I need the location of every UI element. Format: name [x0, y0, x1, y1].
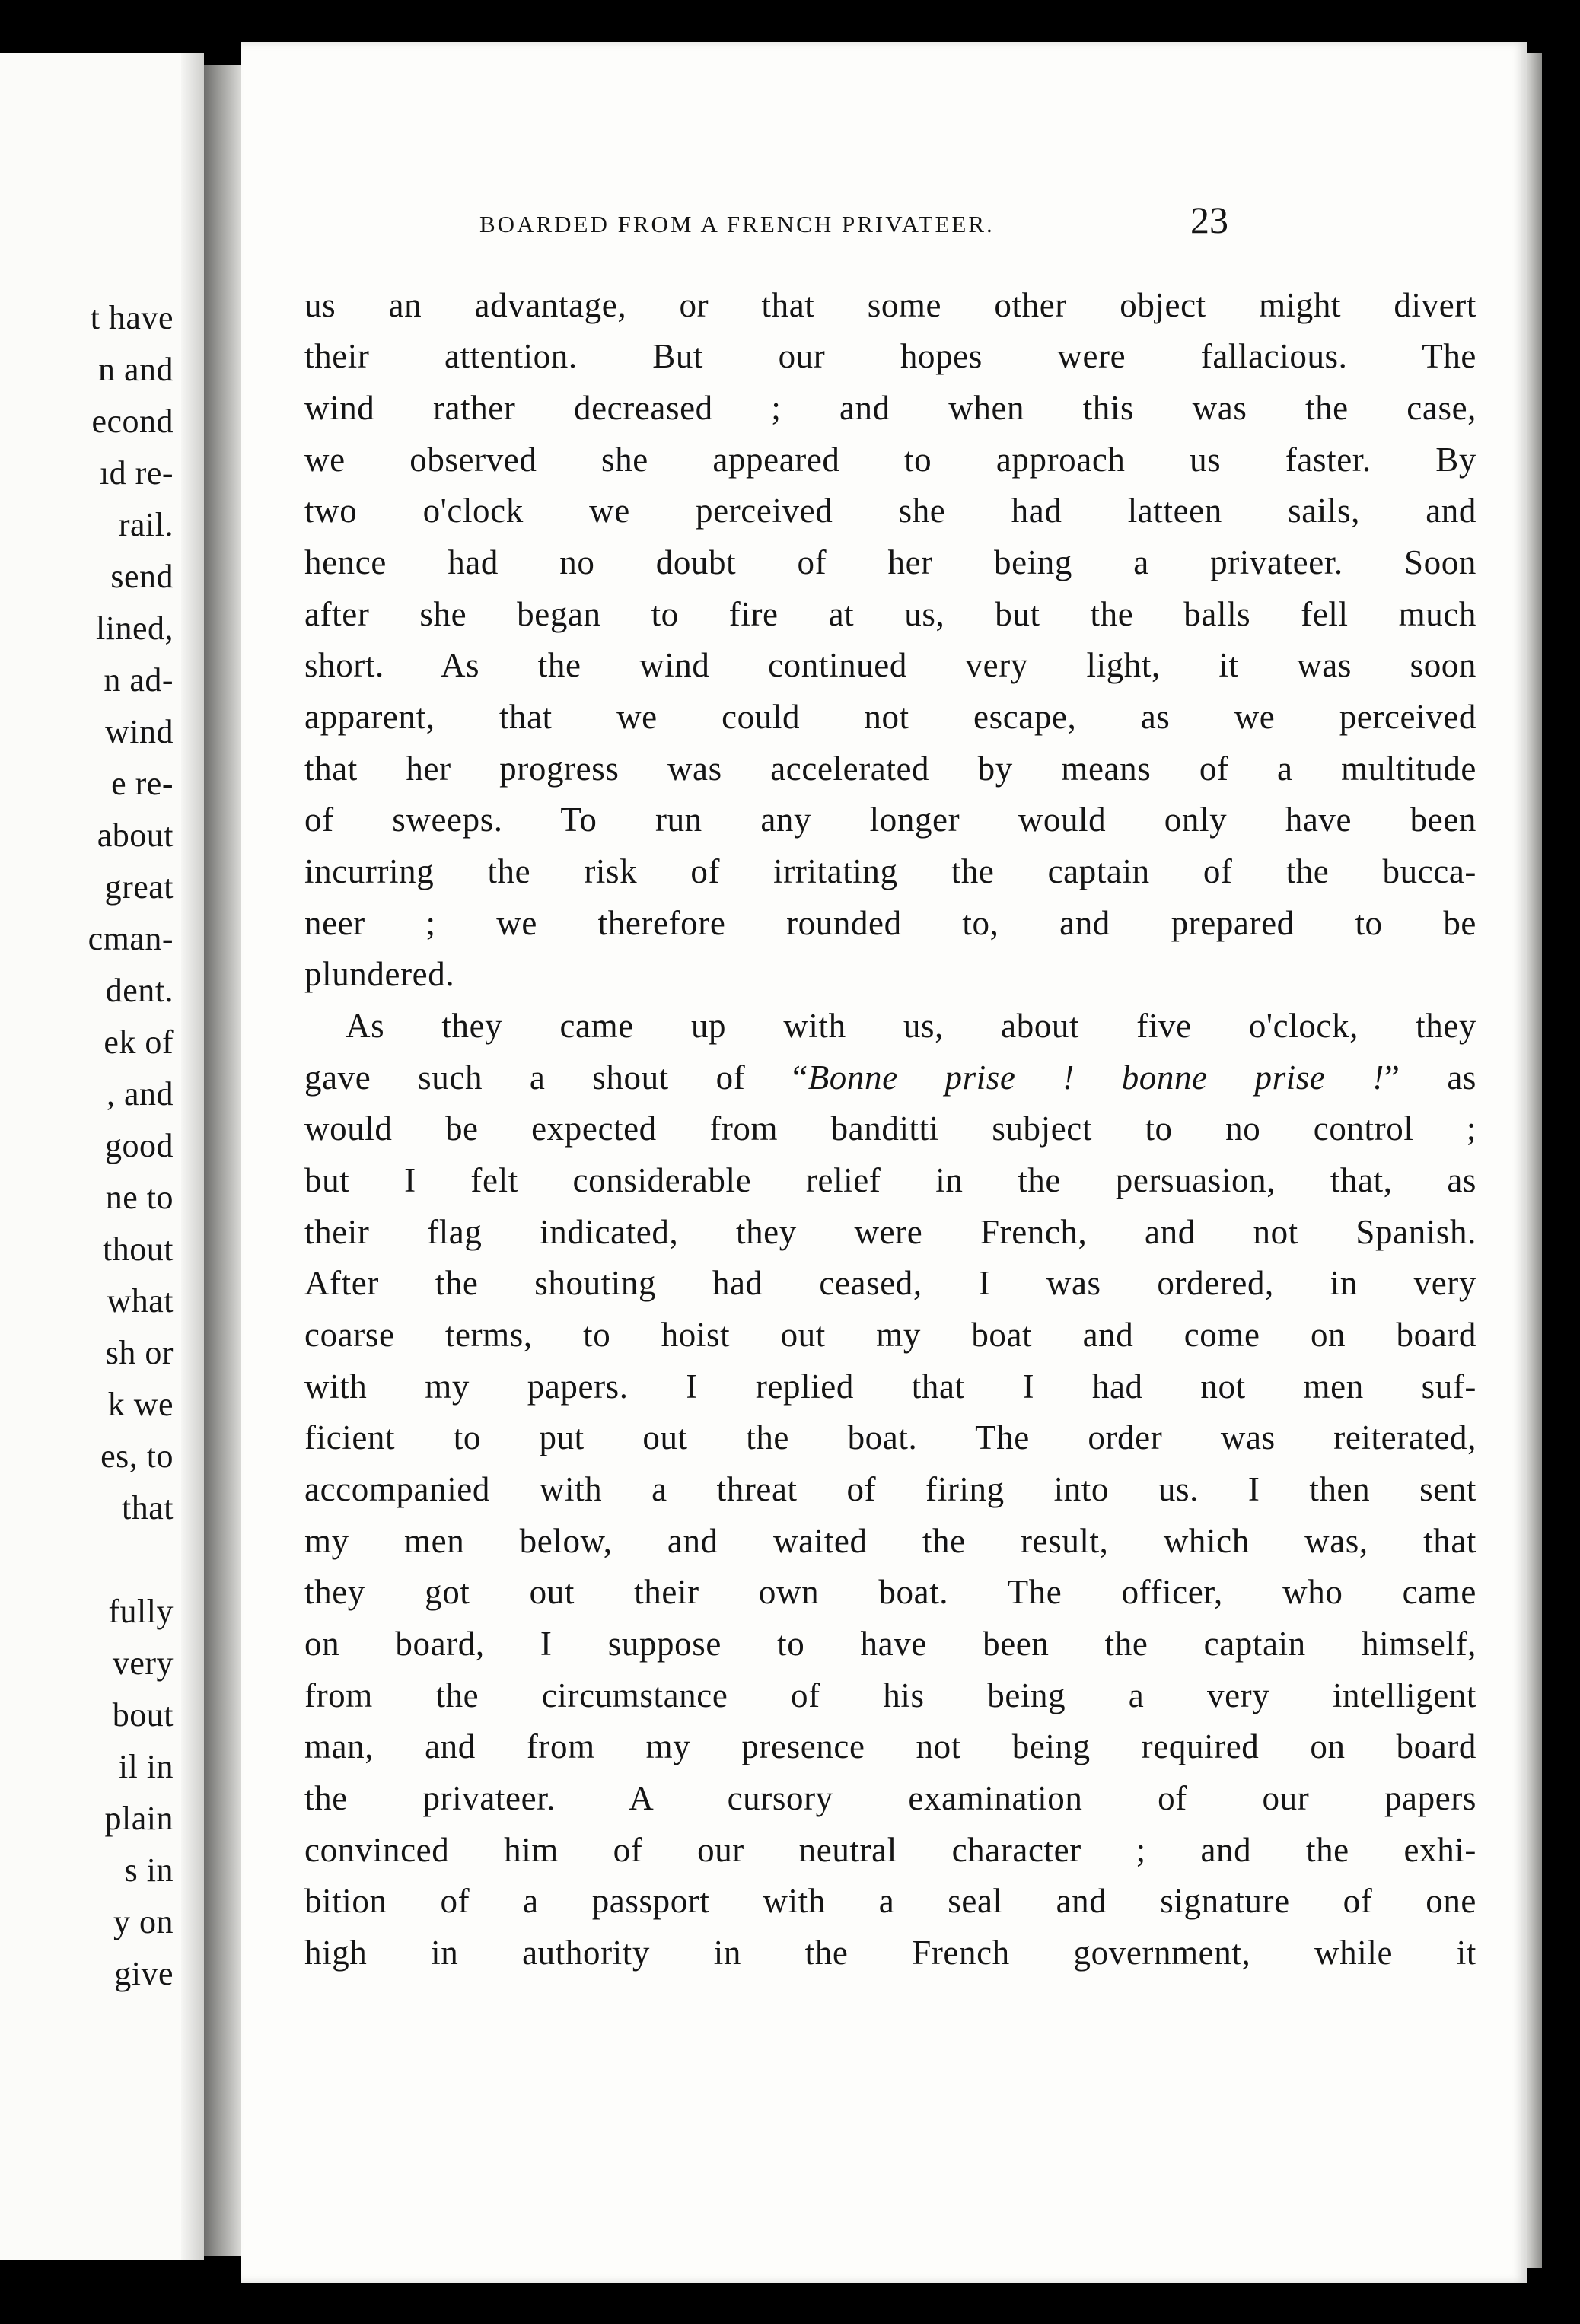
left-fragment: cman-	[88, 920, 174, 957]
left-fragment: great	[104, 868, 174, 906]
left-fragment: bout	[112, 1696, 174, 1733]
text-line: we observed she appeared to approach us faster. By	[304, 441, 1476, 479]
text-line: wind rather decreased ; and when this was the case,	[304, 389, 1476, 427]
text-line: but I felt considerable relief in the persuasion, that, as	[304, 1161, 1476, 1199]
left-fragment: n ad-	[104, 661, 174, 699]
text-line: incurring the risk of irritating the captain of the bucca-	[304, 852, 1476, 890]
text-line: hence had no doubt of her being a privateer. Soon	[304, 543, 1476, 581]
left-fragment: il in	[118, 1748, 174, 1785]
text-line: neer ; we therefore rounded to, and prepared to be	[304, 904, 1476, 942]
page-right	[241, 42, 1527, 2283]
left-fragment: sh or	[105, 1334, 174, 1371]
text-line: two o'clock we perceived she had latteen sails, and	[304, 492, 1476, 530]
text-line: plundered.	[304, 955, 455, 993]
left-fragment: good	[105, 1127, 174, 1164]
text-span: as	[1447, 1059, 1477, 1097]
left-fragment: econd	[91, 403, 174, 440]
left-fragment: es, to	[100, 1437, 174, 1475]
text-line: they got out their own boat. The officer, who came	[304, 1573, 1476, 1611]
left-fragment: thout	[103, 1230, 174, 1268]
left-fragment: send	[110, 558, 174, 595]
left-fragment: wind	[105, 713, 174, 750]
text-line: my men below, and waited the result, which was, that	[304, 1522, 1476, 1560]
text-line-paragraph-start: As they came up with us, about five o'clock, they	[346, 1007, 1476, 1045]
text-line: us an advantage, or that some other object might divert	[304, 286, 1476, 324]
text-line: high in authority in the French government, while it	[304, 1934, 1476, 1972]
left-fragment: fully	[108, 1593, 174, 1630]
left-fragment: ne to	[105, 1179, 174, 1216]
text-line: their flag indicated, they were French, and not Spanish.	[304, 1213, 1476, 1251]
left-fragment: rail.	[118, 506, 174, 543]
left-page-gutter-shadow	[181, 53, 204, 2260]
text-line: from the circumstance of his being a very intelligent	[304, 1676, 1476, 1714]
left-fragment: e re-	[111, 765, 174, 802]
text-line: on board, I suppose to have been the captain himself,	[304, 1625, 1476, 1663]
left-fragment: what	[107, 1282, 174, 1320]
quote-close: ”	[1384, 1059, 1400, 1097]
text-line: bition of a passport with a seal and signature of one	[304, 1882, 1476, 1920]
text-line: of sweeps. To run any longer would only have been	[304, 801, 1476, 839]
left-fragment: t have	[90, 299, 174, 336]
text-line: with my papers. I replied that I had not men suf-	[304, 1367, 1476, 1406]
left-fragment: that	[122, 1489, 174, 1527]
text-line: their attention. But our hopes were fallacious. The	[304, 337, 1476, 375]
text-line: ficient to put out the boat. The order was reiterated,	[304, 1418, 1476, 1456]
text-line: man, and from my presence not being required on board	[304, 1727, 1476, 1765]
text-line: convinced him of our neutral character ; and the exhi-	[304, 1831, 1476, 1869]
text-line: accompanied with a threat of firing into us. I then sent	[304, 1470, 1476, 1508]
text-line: would be expected from banditti subject to no control ;	[304, 1109, 1476, 1148]
italic-quotation: Bonne prise ! bonne prise !	[808, 1059, 1384, 1097]
left-fragment: k we	[107, 1386, 174, 1423]
left-fragment: lined,	[96, 610, 174, 647]
page-edge-right	[1527, 53, 1542, 2268]
left-fragment: y on	[113, 1903, 174, 1940]
text-line: coarse terms, to hoist out my boat and come on board	[304, 1316, 1476, 1354]
left-fragment: ıd re-	[99, 454, 174, 492]
text-line: After the shouting had ceased, I was ordered, in very	[304, 1264, 1476, 1302]
text-line: the privateer. A cursory examination of our papers	[304, 1779, 1476, 1817]
left-fragment: dent.	[105, 972, 174, 1009]
text-line: short. As the wind continued very light, it was soon	[304, 646, 1476, 684]
left-fragment: about	[97, 817, 174, 854]
left-fragment: give	[114, 1955, 174, 1992]
quote-open: “	[792, 1059, 808, 1097]
text-line-mixed	[304, 1058, 1476, 1097]
text-line: after she began to fire at us, but the balls fell much	[304, 595, 1476, 633]
left-fragment: plain	[104, 1800, 174, 1837]
book-spine-gutter	[204, 65, 241, 2256]
left-fragment: , and	[106, 1075, 174, 1113]
left-fragment: n and	[97, 351, 174, 388]
text-line: that her progress was accelerated by means of a multitude	[304, 750, 1476, 788]
text-line: apparent, that we could not escape, as we perceived	[304, 698, 1476, 736]
text-span: gave such a shout of	[304, 1059, 746, 1097]
facing-page-left	[0, 53, 204, 2260]
left-fragment: s in	[124, 1851, 174, 1889]
left-fragment: ek of	[104, 1024, 174, 1061]
left-fragment: very	[112, 1644, 174, 1682]
page-number: 23	[1190, 199, 1228, 241]
running-head: BOARDED FROM A FRENCH PRIVATEER.	[479, 211, 995, 237]
